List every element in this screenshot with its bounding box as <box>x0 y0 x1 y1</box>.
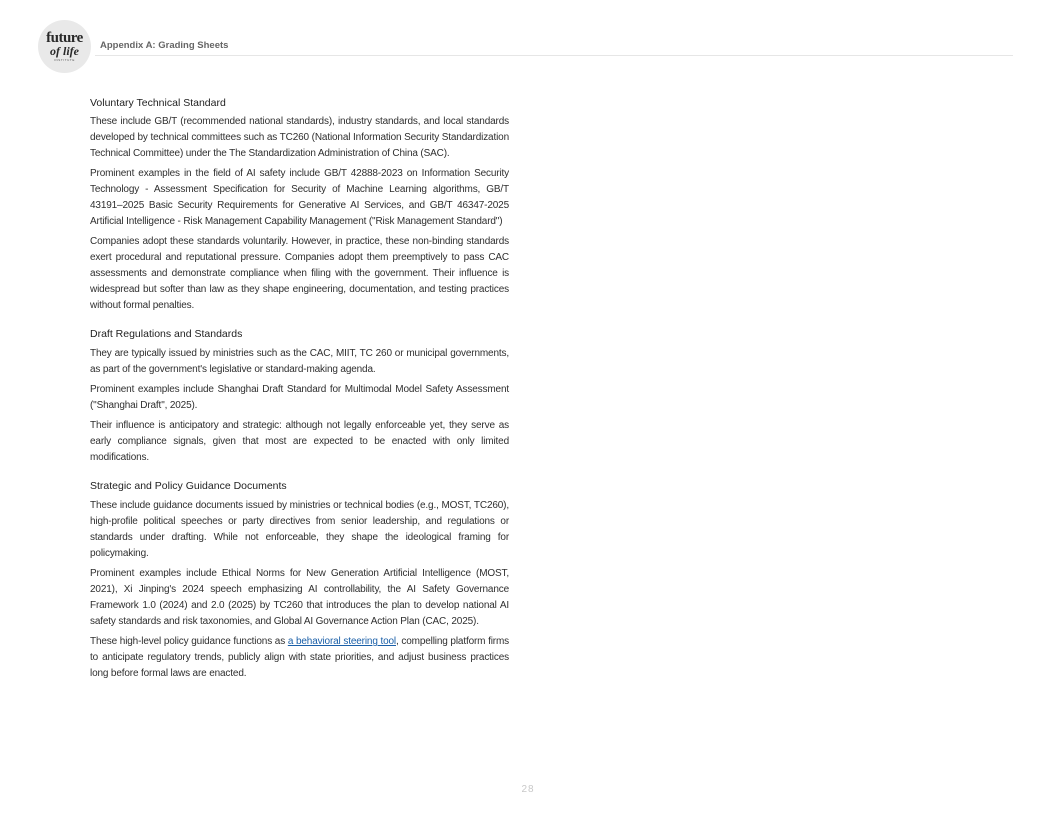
section-heading: Voluntary Technical Standard <box>90 97 226 109</box>
section-heading: Draft Regulations and Standards <box>90 328 243 340</box>
section-draft-regulations <box>90 326 509 466</box>
logo-text-line2: of life <box>50 44 79 58</box>
behavioral-steering-tool-link[interactable]: a behavioral steering tool <box>287 636 396 647</box>
page-number: 28 <box>521 784 535 795</box>
paragraph-with-link <box>90 634 509 682</box>
paragraph: Prominent examples in the field of AI safety include GB/T 42888-2023 on Information Security Technology - Assessment Specification for Security of Machine Learning algorithms, GB/T 43191–2025 Basic Security Requirements for Generative AI Services, and GB/T 46347-2025 Artificial Intelligence - Risk Management Capability Management ("Risk Management Standard") <box>90 168 509 227</box>
paragraph-text-before-link: These high-level policy guidance functions as <box>90 636 288 647</box>
paragraph: They are typically issued by ministries such as the CAC, MIIT, TC 260 or municipal governments, as part of the government's legislative or standard-making agenda. <box>90 348 509 375</box>
section-heading: Strategic and Policy Guidance Documents <box>90 480 287 492</box>
paragraph-text-after-link: , compelling platform firms to anticipate regulatory trends, publicly align with state priorities, and adjust business practices long before formal laws are enacted. <box>90 636 509 679</box>
paragraph: Prominent examples include Shanghai Draft Standard for Multimodal Model Safety Assessment ("Shanghai Draft", 2025). <box>90 384 509 411</box>
paragraph: Their influence is anticipatory and strategic: although not legally enforceable yet, they serve as early compliance signals, given that most are expected to be enacted with only limited modifications. <box>90 420 509 463</box>
future-of-life-logo <box>38 20 91 73</box>
paragraph: These include guidance documents issued by ministries or technical bodies (e.g., MOST, TC260), high-profile political speeches or party directives from senior leadership, and regulations or standards under drafting. While not enforceable, they shape the ideological framing for policymaking. <box>90 500 509 559</box>
header-divider <box>95 55 1013 56</box>
section-strategic-policy-guidance <box>90 478 509 682</box>
document-body <box>90 95 509 682</box>
logo-text-line1: future <box>46 30 83 46</box>
paragraph: These include GB/T (recommended national standards), industry standards, and local standards developed by technical committees such as TC260 (National Information Security Standardization Technical Committee) under the The Standardization Administration of China (SAC). <box>90 116 509 159</box>
section-voluntary-technical-standard <box>90 95 509 314</box>
paragraph: Companies adopt these standards voluntarily. However, in practice, these non-binding standards exert procedural and reputational pressure. Companies adopt them preemptively to pass CAC assessments and demonstrate compliance when filing with the government. Their influence is widespread but softer than law as they shape engineering, documentation, and testing practices without formal penalties. <box>90 236 509 311</box>
page-header-title: Appendix A: Grading Sheets <box>100 40 229 51</box>
logo-text-line3: INSTITUTE <box>54 58 75 62</box>
paragraph: Prominent examples include Ethical Norms for New Generation Artificial Intelligence (MOST, 2021), Xi Jinping's 2024 speech emphasizing AI controllability, the AI Safety Governance Framework 1.0 (2024) and 2.0 (2025) by TC260 that introduces the plan to develop national AI safety standards and risk taxonomies, and Global AI Governance Action Plan (CAC, 2025). <box>90 568 509 627</box>
